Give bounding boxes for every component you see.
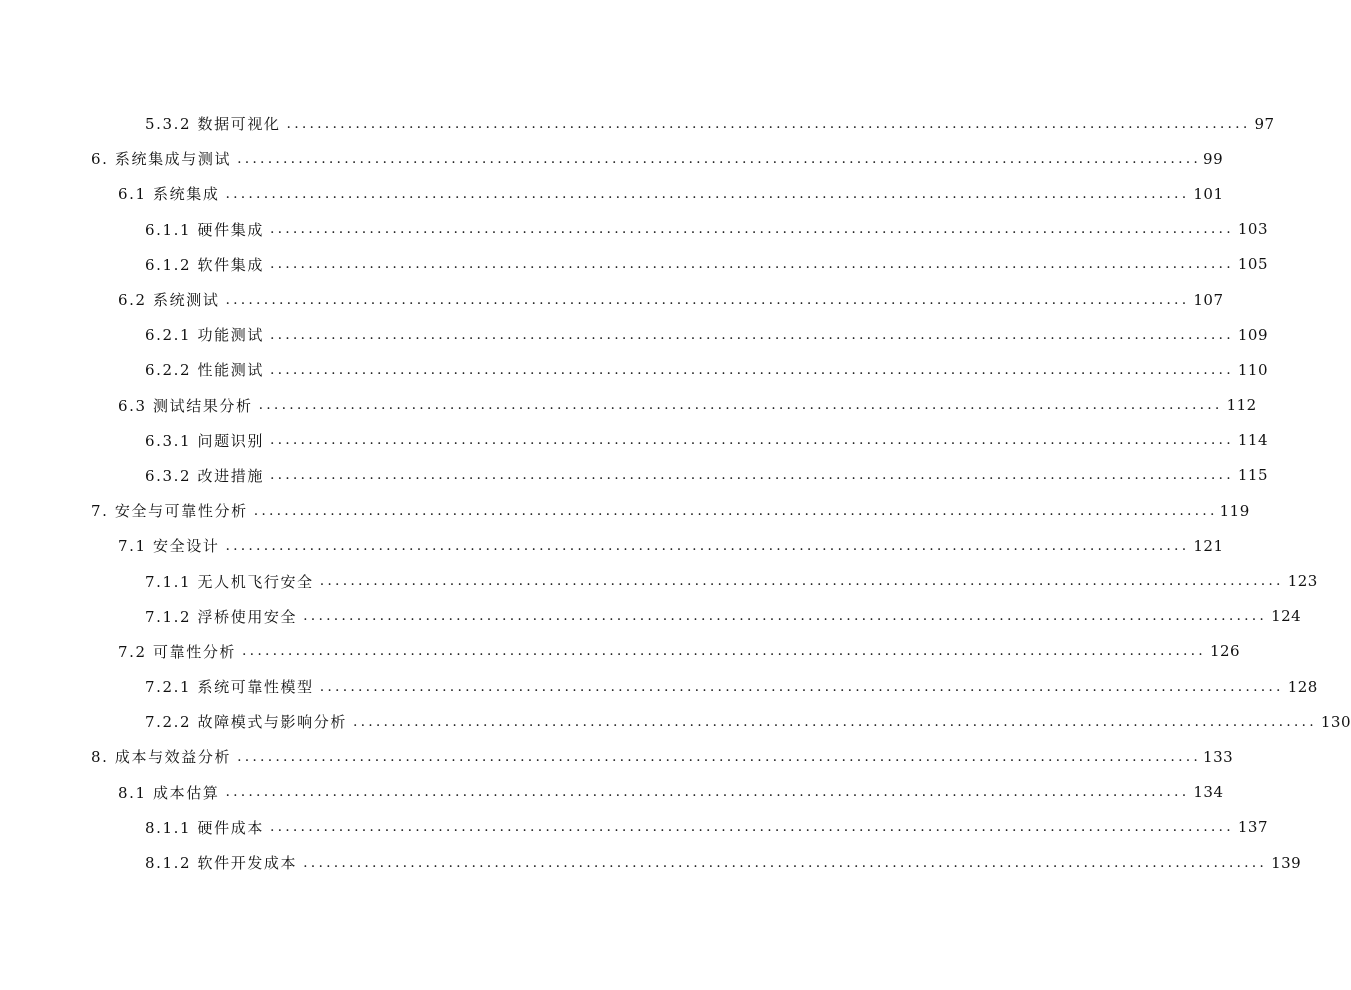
toc-entry-label: 7. 安全与可靠性分析 — [91, 502, 248, 521]
toc-entry[interactable] — [0, 247, 1269, 282]
toc-entry[interactable] — [0, 106, 1275, 141]
dot-leader: .............................................................................................................................. — [303, 608, 1268, 625]
toc-entry[interactable] — [0, 282, 1224, 317]
toc-entry[interactable] — [0, 212, 1269, 247]
dot-leader: .............................................................................................................................. — [258, 397, 1223, 414]
toc-page-number: 137 — [1237, 818, 1269, 837]
toc-entry[interactable] — [0, 317, 1269, 352]
toc-entry-label: 6.2.2 性能测试 — [145, 361, 264, 380]
dot-leader: .............................................................................................................................. — [225, 784, 1190, 801]
toc-entry[interactable] — [0, 669, 1318, 704]
toc-entry[interactable] — [0, 599, 1302, 634]
toc-entry-label: 7.1.1 无人机飞行安全 — [145, 572, 314, 591]
toc-entry[interactable] — [0, 634, 1241, 669]
toc-entry[interactable] — [0, 423, 1269, 458]
toc-entry-label: 8.1 成本估算 — [118, 783, 220, 802]
toc-entry[interactable] — [0, 388, 1257, 423]
toc-entry-label: 7.2.2 故障模式与影响分析 — [145, 713, 347, 732]
dot-leader: .............................................................................................................................. — [319, 678, 1284, 695]
toc-entry-label: 6.1.1 硬件集成 — [145, 220, 264, 239]
toc-entry-label: 8.1.2 软件开发成本 — [145, 854, 298, 873]
toc-page-number: 119 — [1219, 501, 1250, 520]
dot-leader: .............................................................................................................................. — [269, 326, 1234, 343]
toc-entry-label: 6.2.1 功能测试 — [145, 326, 264, 345]
toc-entry-label: 8. 成本与效益分析 — [91, 748, 232, 767]
toc-entry-label: 6.1.2 软件集成 — [145, 255, 264, 274]
toc-entry-label: 6. 系统集成与测试 — [91, 150, 232, 169]
toc-entry[interactable] — [0, 563, 1318, 598]
toc-entry-label: 7.2.1 系统可靠性模型 — [145, 678, 314, 697]
toc-entry-label: 7.1 安全设计 — [118, 537, 220, 556]
toc-page-number: 126 — [1209, 642, 1241, 661]
dot-leader: .............................................................................................................................. — [319, 573, 1284, 590]
dot-leader: .............................................................................................................................. — [286, 115, 1251, 132]
toc-entry[interactable] — [0, 176, 1224, 211]
dot-leader: .............................................................................................................................. — [242, 643, 1206, 660]
toc-entry[interactable] — [0, 458, 1269, 493]
toc-page-number: 114 — [1237, 431, 1269, 450]
dot-leader: .............................................................................................................................. — [237, 150, 1202, 167]
toc-page-number: 123 — [1287, 572, 1318, 591]
toc-page-number: 115 — [1237, 466, 1269, 485]
dot-leader: .............................................................................................................................. — [269, 819, 1234, 836]
toc-entry[interactable] — [0, 775, 1224, 810]
toc-page-number: 130 — [1320, 712, 1351, 731]
dot-leader: .............................................................................................................................. — [269, 221, 1234, 238]
toc-page-number: 103 — [1237, 220, 1269, 239]
toc-page-number: 109 — [1237, 325, 1269, 344]
toc-entry-label: 5.3.2 数据可视化 — [145, 115, 281, 134]
dot-leader: .............................................................................................................................. — [269, 256, 1234, 273]
toc-entry-label: 7.1.2 浮桥使用安全 — [145, 607, 298, 626]
toc-entry-label: 6.3 测试结果分析 — [118, 396, 253, 415]
toc-entry[interactable] — [0, 704, 1351, 739]
toc-entry-label: 6.3.2 改进措施 — [145, 466, 264, 485]
toc-page-number: 110 — [1237, 360, 1269, 379]
toc-entry[interactable] — [0, 845, 1302, 880]
dot-leader: .............................................................................................................................. — [269, 361, 1234, 378]
toc-entry[interactable] — [0, 528, 1224, 563]
toc-page-number: 134 — [1193, 783, 1224, 802]
toc-page-number: 112 — [1226, 396, 1257, 415]
toc-page-number: 124 — [1271, 607, 1302, 626]
toc-page-number: 139 — [1271, 853, 1302, 872]
toc-entry-label: 7.2 可靠性分析 — [118, 642, 237, 661]
toc-page-number: 107 — [1193, 290, 1224, 309]
toc-entry-label: 8.1.1 硬件成本 — [145, 818, 264, 837]
toc-page-number: 105 — [1237, 255, 1269, 274]
dot-leader: .............................................................................................................................. — [225, 291, 1190, 308]
toc-entry[interactable] — [0, 739, 1234, 774]
toc-page-number: 99 — [1203, 149, 1224, 168]
toc-page-number: 128 — [1287, 677, 1318, 696]
dot-leader: .............................................................................................................................. — [253, 502, 1218, 519]
dot-leader: .............................................................................................................................. — [237, 748, 1202, 765]
dot-leader: .............................................................................................................................. — [269, 467, 1234, 484]
dot-leader: .............................................................................................................................. — [225, 185, 1190, 202]
toc-entry[interactable] — [0, 352, 1269, 387]
toc-page-number: 101 — [1193, 184, 1224, 203]
toc-entry[interactable] — [0, 141, 1224, 176]
dot-leader: .............................................................................................................................. — [352, 713, 1317, 730]
toc-page-number: 97 — [1254, 114, 1275, 133]
table-of-contents — [0, 106, 1351, 880]
dot-leader: .............................................................................................................................. — [225, 537, 1190, 554]
dot-leader: .............................................................................................................................. — [303, 854, 1268, 871]
toc-page-number: 121 — [1193, 536, 1224, 555]
dot-leader: .............................................................................................................................. — [269, 432, 1234, 449]
toc-page-number: 133 — [1203, 747, 1234, 766]
toc-entry-label: 6.1 系统集成 — [118, 185, 220, 204]
toc-entry-label: 6.2 系统测试 — [118, 291, 220, 310]
toc-entry[interactable] — [0, 493, 1250, 528]
toc-entry-label: 6.3.1 问题识别 — [145, 431, 264, 450]
toc-entry[interactable] — [0, 810, 1269, 845]
